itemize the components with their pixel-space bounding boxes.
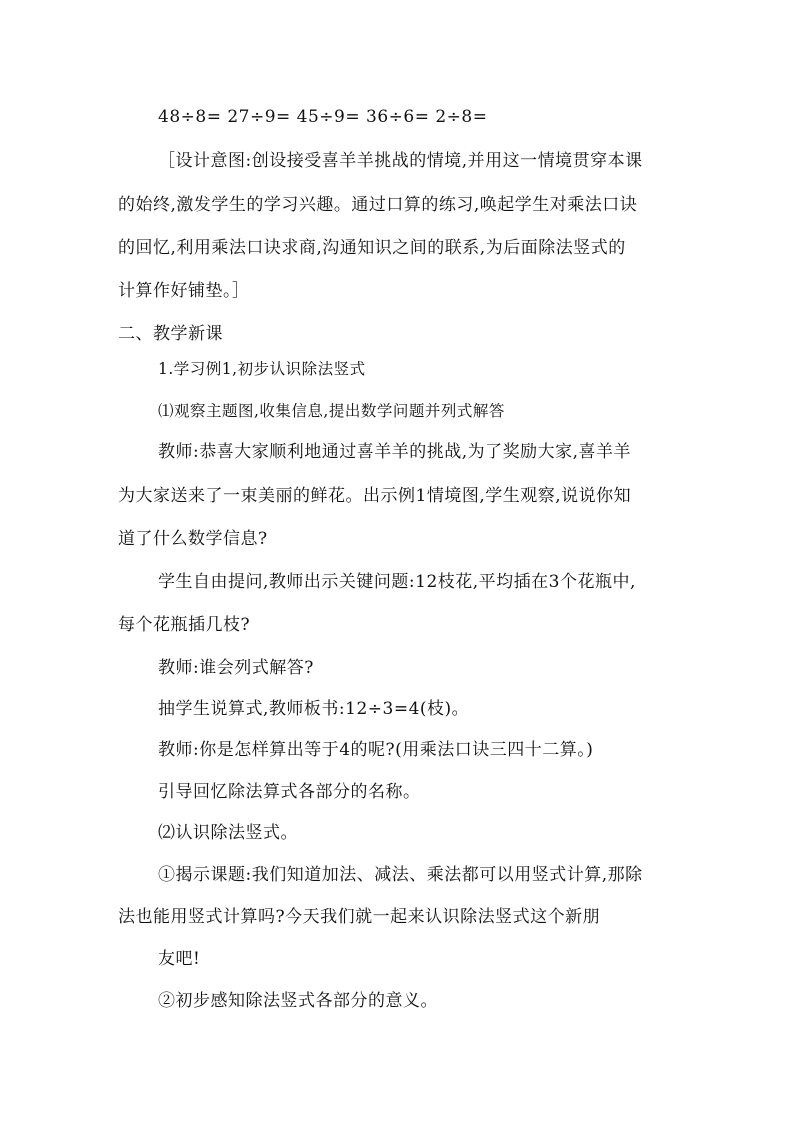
oral-arithmetic-problems: 48÷8= 27÷9= 45÷9= 36÷6= 2÷8= (158, 107, 488, 127)
student-question-line-2: 每个花瓶插几枝? (118, 615, 251, 635)
teacher-question: 教师:谁会列式解答? (158, 658, 314, 678)
reveal-topic-line-3: 友吧! (158, 949, 201, 969)
step-2-heading: ⑵认识除法竖式。 (158, 823, 298, 843)
board-writing-line: 抽学生说算式,教师板书:12÷3=4(枝)。 (158, 699, 470, 719)
guidance-line: 引导回忆除法算式各部分的名称。 (158, 782, 421, 802)
section-heading: 二、教学新课 (118, 324, 223, 344)
teacher-paragraph-line-1: 教师:恭喜大家顺利地通过喜羊羊的挑战,为了奖励大家,喜羊羊 (158, 442, 632, 462)
reveal-topic-line-2: 法也能用竖式计算吗?今天我们就一起来认识除法竖式这个新朋 (118, 907, 601, 927)
perceive-meaning-line: ②初步感知除法竖式各部分的意义。 (158, 991, 438, 1011)
teacher-paragraph-line-2: 为大家送来了一束美丽的鲜花。出示例1情境图,学生观察,说说你知 (118, 486, 632, 506)
subsection-heading: 1.学习例1,初步认识除法竖式 (158, 360, 366, 378)
design-intent-line-1: ［设计意图:创设接受喜羊羊挑战的情境,并用这一情境贯穿本课 (158, 151, 643, 171)
step-1-heading: ⑴观察主题图,收集信息,提出数学问题并列式解答 (158, 402, 505, 420)
design-intent-line-2: 的始终,激发学生的学习兴趣。通过口算的练习,唤起学生对乘法口诀 (118, 195, 638, 215)
design-intent-line-3: 的回忆,利用乘法口诀求商,沟通知识之间的联系,为后面除法竖式的 (118, 238, 626, 258)
student-question-line-1: 学生自由提问,教师出示关键问题:12枝花,平均插在3个花瓶中, (158, 572, 636, 592)
teacher-paragraph-line-3: 道了什么数学信息? (118, 529, 268, 549)
reveal-topic-line-1: ①揭示课题:我们知道加法、减法、乘法都可以用竖式计算,那除 (158, 865, 643, 885)
design-intent-line-4: 计算作好铺垫。］ (118, 281, 250, 301)
teacher-followup-line: 教师:你是怎样算出等于4的呢?(用乘法口诀三四十二算。) (158, 740, 594, 760)
